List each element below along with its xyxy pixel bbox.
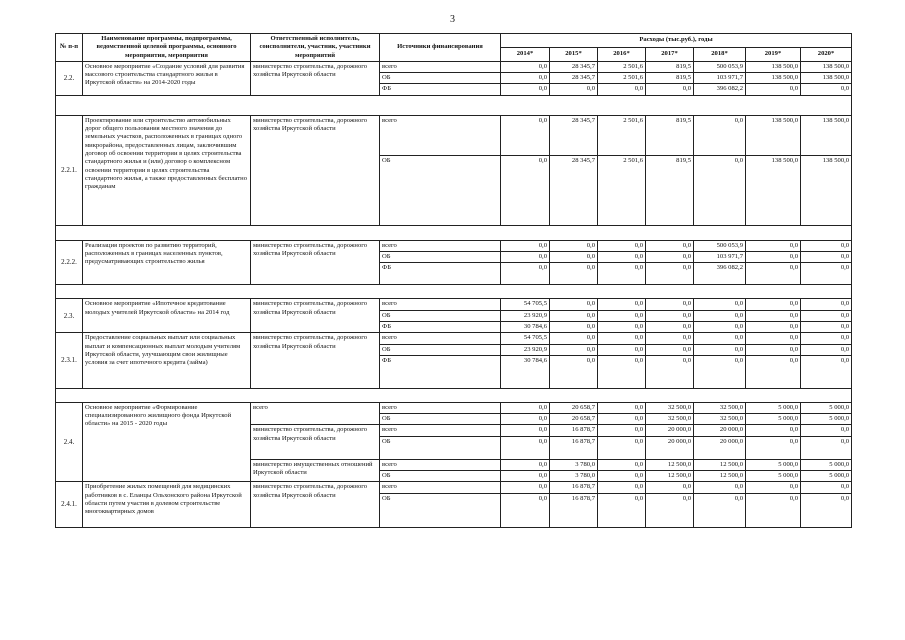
header-year: 2019* [746, 47, 801, 61]
expense-value: 23 920,9 [501, 344, 550, 355]
expense-value: 0,0 [598, 482, 646, 493]
expense-value: 0,0 [550, 355, 598, 388]
expense-value: 0,0 [501, 84, 550, 95]
expense-value: 54 705,5 [501, 299, 550, 310]
expense-value: 0,0 [501, 482, 550, 493]
expense-value: 819,5 [646, 115, 694, 155]
expense-value: 5 000,0 [746, 459, 801, 470]
expense-value: 0,0 [598, 299, 646, 310]
executor-cell: министерство строительства, дорожного хозяйства Иркутской области [251, 115, 380, 225]
expense-value: 0,0 [646, 355, 694, 388]
expense-value: 16 878,7 [550, 425, 598, 436]
expense-value: 0,0 [598, 321, 646, 332]
expense-value: 0,0 [694, 355, 746, 388]
funding-source: всего [380, 425, 501, 436]
table-row [56, 482, 852, 493]
funding-source: ОБ [380, 155, 501, 225]
spacer-cell [56, 285, 852, 299]
expense-value: 0,0 [646, 84, 694, 95]
expense-value: 0,0 [801, 333, 852, 344]
header-name: Наименование программы, подпрограммы, ведомственной целевой программы, основного мероприятия, мероприятия [83, 34, 251, 62]
expense-value: 28 345,7 [550, 73, 598, 84]
expense-value: 0,0 [694, 115, 746, 155]
expense-value: 0,0 [550, 344, 598, 355]
expense-value: 0,0 [801, 299, 852, 310]
header-year: 2014* [501, 47, 550, 61]
funding-source: ФБ [380, 263, 501, 285]
expense-value: 0,0 [501, 436, 550, 459]
expense-value: 0,0 [801, 310, 852, 321]
expenses-table [55, 33, 852, 528]
funding-source: ОБ [380, 310, 501, 321]
expense-value: 5 000,0 [746, 414, 801, 425]
expense-value: 0,0 [746, 436, 801, 459]
expense-value: 2 501,6 [598, 155, 646, 225]
expense-value: 0,0 [550, 299, 598, 310]
spacer-cell [56, 95, 852, 115]
funding-source: ОБ [380, 414, 501, 425]
expense-value: 103 971,7 [694, 73, 746, 84]
table-row [56, 333, 852, 344]
expense-value: 0,0 [598, 240, 646, 251]
expense-value: 0,0 [550, 310, 598, 321]
item-number: 2.2.2. [56, 240, 83, 285]
expense-value: 500 053,9 [694, 61, 746, 72]
header-year: 2017* [646, 47, 694, 61]
item-name: Основное мероприятие «Формирование специализированного жилищного фонда Иркутской области» на 2015 - 2020 годы [83, 402, 251, 481]
expense-value: 0,0 [501, 471, 550, 482]
expense-value: 819,5 [646, 61, 694, 72]
executor-cell: министерство строительства, дорожного хозяйства Иркутской области [251, 482, 380, 527]
expense-value: 0,0 [550, 240, 598, 251]
expense-value: 0,0 [801, 436, 852, 459]
expense-value: 0,0 [801, 84, 852, 95]
expense-value: 0,0 [501, 73, 550, 84]
expense-value: 0,0 [746, 344, 801, 355]
expense-value: 0,0 [598, 310, 646, 321]
funding-source: всего [380, 61, 501, 72]
expense-value: 54 705,5 [501, 333, 550, 344]
expense-value: 0,0 [801, 344, 852, 355]
expense-value: 30 784,6 [501, 321, 550, 332]
expense-value: 0,0 [646, 263, 694, 285]
table-row [56, 115, 852, 155]
expense-value: 0,0 [501, 240, 550, 251]
item-number: 2.3. [56, 299, 83, 333]
executor-cell: министерство строительства, дорожного хозяйства Иркутской области [251, 240, 380, 285]
executor-cell: министерство имущественных отношений Иркутской области [251, 459, 380, 482]
expense-value: 0,0 [598, 459, 646, 470]
expense-value: 0,0 [746, 252, 801, 263]
expense-value: 20 658,7 [550, 402, 598, 413]
expense-value: 0,0 [646, 344, 694, 355]
item-number: 2.3.1. [56, 333, 83, 389]
expense-value: 32 500,0 [646, 414, 694, 425]
expense-value: 0,0 [598, 252, 646, 263]
expense-value: 3 780,0 [550, 471, 598, 482]
expense-value: 2 501,6 [598, 61, 646, 72]
expense-value: 20 000,0 [694, 436, 746, 459]
expense-value: 16 878,7 [550, 493, 598, 527]
funding-source: ОБ [380, 344, 501, 355]
expense-value: 0,0 [646, 252, 694, 263]
funding-source: всего [380, 299, 501, 310]
expense-value: 20 658,7 [550, 414, 598, 425]
expense-value: 138 500,0 [746, 73, 801, 84]
expense-value: 28 345,7 [550, 155, 598, 225]
expense-value: 0,0 [746, 355, 801, 388]
expense-value: 5 000,0 [746, 471, 801, 482]
expense-value: 0,0 [501, 414, 550, 425]
expense-value: 0,0 [746, 321, 801, 332]
expense-value: 30 784,6 [501, 355, 550, 388]
expense-value: 28 345,7 [550, 61, 598, 72]
expense-value: 819,5 [646, 73, 694, 84]
table-row [56, 299, 852, 310]
expense-value: 0,0 [694, 310, 746, 321]
item-name: Основное мероприятие «Ипотечное кредитование молодых учителей Иркутской области» на 2014 год [83, 299, 251, 333]
expense-value: 0,0 [598, 414, 646, 425]
expense-value: 0,0 [746, 84, 801, 95]
expense-value: 0,0 [746, 482, 801, 493]
expense-value: 0,0 [694, 482, 746, 493]
funding-source: ОБ [380, 73, 501, 84]
executor-cell: всего [251, 402, 380, 425]
header-year: 2020* [801, 47, 852, 61]
expense-value: 0,0 [746, 263, 801, 285]
expense-value: 0,0 [598, 263, 646, 285]
expense-value: 23 920,9 [501, 310, 550, 321]
expense-value: 0,0 [694, 333, 746, 344]
item-name: Предоставление социальных выплат или социальных выплат и компенсационных выплат молодым учителям Иркутской области, улучшающим свои жилищные условия за счет ипотечного кредита (займа) [83, 333, 251, 389]
executor-cell: министерство строительства, дорожного хозяйства Иркутской области [251, 61, 380, 95]
expense-value: 32 500,0 [646, 402, 694, 413]
expense-value: 396 082,2 [694, 84, 746, 95]
spacer-row [56, 95, 852, 115]
spacer-cell [56, 225, 852, 240]
expense-value: 0,0 [746, 493, 801, 527]
expense-value: 500 053,9 [694, 240, 746, 251]
executor-cell: министерство строительства, дорожного хозяйства Иркутской области [251, 333, 380, 389]
expense-value: 0,0 [801, 240, 852, 251]
header-year: 2018* [694, 47, 746, 61]
expense-value: 0,0 [550, 263, 598, 285]
expense-value: 0,0 [501, 459, 550, 470]
expense-value: 0,0 [501, 61, 550, 72]
expense-value: 0,0 [646, 240, 694, 251]
expense-value: 0,0 [501, 115, 550, 155]
item-name: Реализация проектов по развитию территорий, расположенных в границах населенных пунктов, предусматривающих строительство жилья [83, 240, 251, 285]
expense-value: 0,0 [746, 299, 801, 310]
expense-value: 32 500,0 [694, 402, 746, 413]
expense-value: 28 345,7 [550, 115, 598, 155]
expense-value: 0,0 [746, 425, 801, 436]
expense-value: 0,0 [598, 493, 646, 527]
expense-value: 0,0 [550, 321, 598, 332]
item-name: Приобретение жилых помещений для медицинских работников в с. Еланцы Ольхонского района Иркутской области путем участия в долевом строительстве многоквартирных домов [83, 482, 251, 527]
expense-value: 0,0 [746, 240, 801, 251]
expense-value: 12 500,0 [646, 471, 694, 482]
expense-value: 0,0 [501, 155, 550, 225]
expense-value: 0,0 [501, 425, 550, 436]
expense-value: 0,0 [598, 436, 646, 459]
header-executor: Ответственный исполнитель, соисполнители, участник, участники мероприятий [251, 34, 380, 62]
expense-value: 138 500,0 [746, 155, 801, 225]
expense-value: 0,0 [598, 402, 646, 413]
expense-value: 0,0 [550, 333, 598, 344]
header-expenses: Расходы (тыс.руб.), годы [501, 34, 852, 48]
expense-value: 0,0 [694, 493, 746, 527]
executor-cell: министерство строительства, дорожного хозяйства Иркутской области [251, 425, 380, 459]
expense-value: 0,0 [801, 252, 852, 263]
expense-value: 3 780,0 [550, 459, 598, 470]
expense-value: 32 500,0 [694, 414, 746, 425]
expense-value: 0,0 [501, 493, 550, 527]
item-name: Проектирование или строительство автомобильных дорог общего пользования местного значения до земельных участков, расположенных в границах одного микрорайона, предоставленных лицам, заключившим договор об освоении территории в целях строительства стандартного жилья и (или) договор о комплексном освоении территории в целях строительства стандартного жилья, а также предоставленных бесплатно гражданам [83, 115, 251, 225]
expense-value: 0,0 [801, 321, 852, 332]
expense-value: 0,0 [801, 263, 852, 285]
expense-value: 0,0 [746, 333, 801, 344]
expense-value: 0,0 [501, 402, 550, 413]
expense-value: 2 501,6 [598, 73, 646, 84]
expense-value: 0,0 [550, 252, 598, 263]
item-number: 2.4.1. [56, 482, 83, 527]
expense-value: 0,0 [598, 355, 646, 388]
expense-value: 20 000,0 [694, 425, 746, 436]
expense-value: 0,0 [598, 84, 646, 95]
funding-source: всего [380, 240, 501, 251]
spacer-row [56, 225, 852, 240]
expense-value: 12 500,0 [646, 459, 694, 470]
funding-source: ОБ [380, 493, 501, 527]
expense-value: 138 500,0 [746, 115, 801, 155]
expense-value: 819,5 [646, 155, 694, 225]
funding-source: ФБ [380, 321, 501, 332]
executor-cell: министерство строительства, дорожного хозяйства Иркутской области [251, 299, 380, 333]
funding-source: ОБ [380, 436, 501, 459]
expense-value: 0,0 [646, 333, 694, 344]
expense-value: 0,0 [550, 84, 598, 95]
expense-value: 12 500,0 [694, 459, 746, 470]
expense-value: 0,0 [646, 321, 694, 332]
expense-value: 0,0 [746, 310, 801, 321]
expense-value: 138 500,0 [801, 115, 852, 155]
expense-value: 0,0 [598, 425, 646, 436]
expense-value: 396 082,2 [694, 263, 746, 285]
spacer-cell [56, 388, 852, 402]
expense-value: 138 500,0 [801, 61, 852, 72]
expense-value: 0,0 [598, 471, 646, 482]
table-row [56, 402, 852, 413]
funding-source: всего [380, 333, 501, 344]
expense-value: 0,0 [801, 493, 852, 527]
funding-source: всего [380, 482, 501, 493]
page-number: 3 [450, 14, 455, 25]
expense-value: 0,0 [646, 493, 694, 527]
expense-value: 20 000,0 [646, 425, 694, 436]
header-year: 2015* [550, 47, 598, 61]
expense-value: 0,0 [694, 344, 746, 355]
expense-value: 5 000,0 [801, 471, 852, 482]
expense-value: 0,0 [801, 482, 852, 493]
funding-source: ФБ [380, 355, 501, 388]
expense-value: 16 878,7 [550, 482, 598, 493]
table-row [56, 61, 852, 72]
funding-source: ОБ [380, 252, 501, 263]
expense-value: 138 500,0 [746, 61, 801, 72]
expense-value: 5 000,0 [801, 402, 852, 413]
expense-value: 0,0 [646, 299, 694, 310]
expense-value: 138 500,0 [801, 155, 852, 225]
header-source: Источники финансирования [380, 34, 501, 62]
expense-value: 16 878,7 [550, 436, 598, 459]
item-number: 2.2.1. [56, 115, 83, 225]
expense-value: 5 000,0 [801, 414, 852, 425]
expense-value: 0,0 [801, 425, 852, 436]
item-number: 2.2. [56, 61, 83, 95]
spacer-row [56, 285, 852, 299]
expense-value: 0,0 [694, 155, 746, 225]
table-row [56, 240, 852, 251]
expense-value: 0,0 [598, 333, 646, 344]
expense-value: 20 000,0 [646, 436, 694, 459]
funding-source: ОБ [380, 471, 501, 482]
expense-value: 0,0 [694, 321, 746, 332]
header-year: 2016* [598, 47, 646, 61]
spacer-row [56, 388, 852, 402]
expense-value: 2 501,6 [598, 115, 646, 155]
expense-value: 0,0 [801, 355, 852, 388]
funding-source: всего [380, 402, 501, 413]
expense-value: 0,0 [501, 252, 550, 263]
header-num: № п-п [56, 34, 83, 62]
expense-value: 0,0 [646, 482, 694, 493]
expense-value: 103 971,7 [694, 252, 746, 263]
item-number: 2.4. [56, 402, 83, 481]
expense-value: 138 500,0 [801, 73, 852, 84]
expense-value: 0,0 [598, 344, 646, 355]
funding-source: ФБ [380, 84, 501, 95]
expense-value: 12 500,0 [694, 471, 746, 482]
expense-value: 0,0 [694, 299, 746, 310]
funding-source: всего [380, 115, 501, 155]
expense-value: 5 000,0 [801, 459, 852, 470]
expense-value: 0,0 [501, 263, 550, 285]
funding-source: всего [380, 459, 501, 470]
item-name: Основное мероприятие «Создание условий для развития массового строительства стандартного жилья в Иркутской области» на 2014-2020 годы [83, 61, 251, 95]
expense-value: 5 000,0 [746, 402, 801, 413]
table-body [56, 61, 852, 527]
expense-value: 0,0 [646, 310, 694, 321]
